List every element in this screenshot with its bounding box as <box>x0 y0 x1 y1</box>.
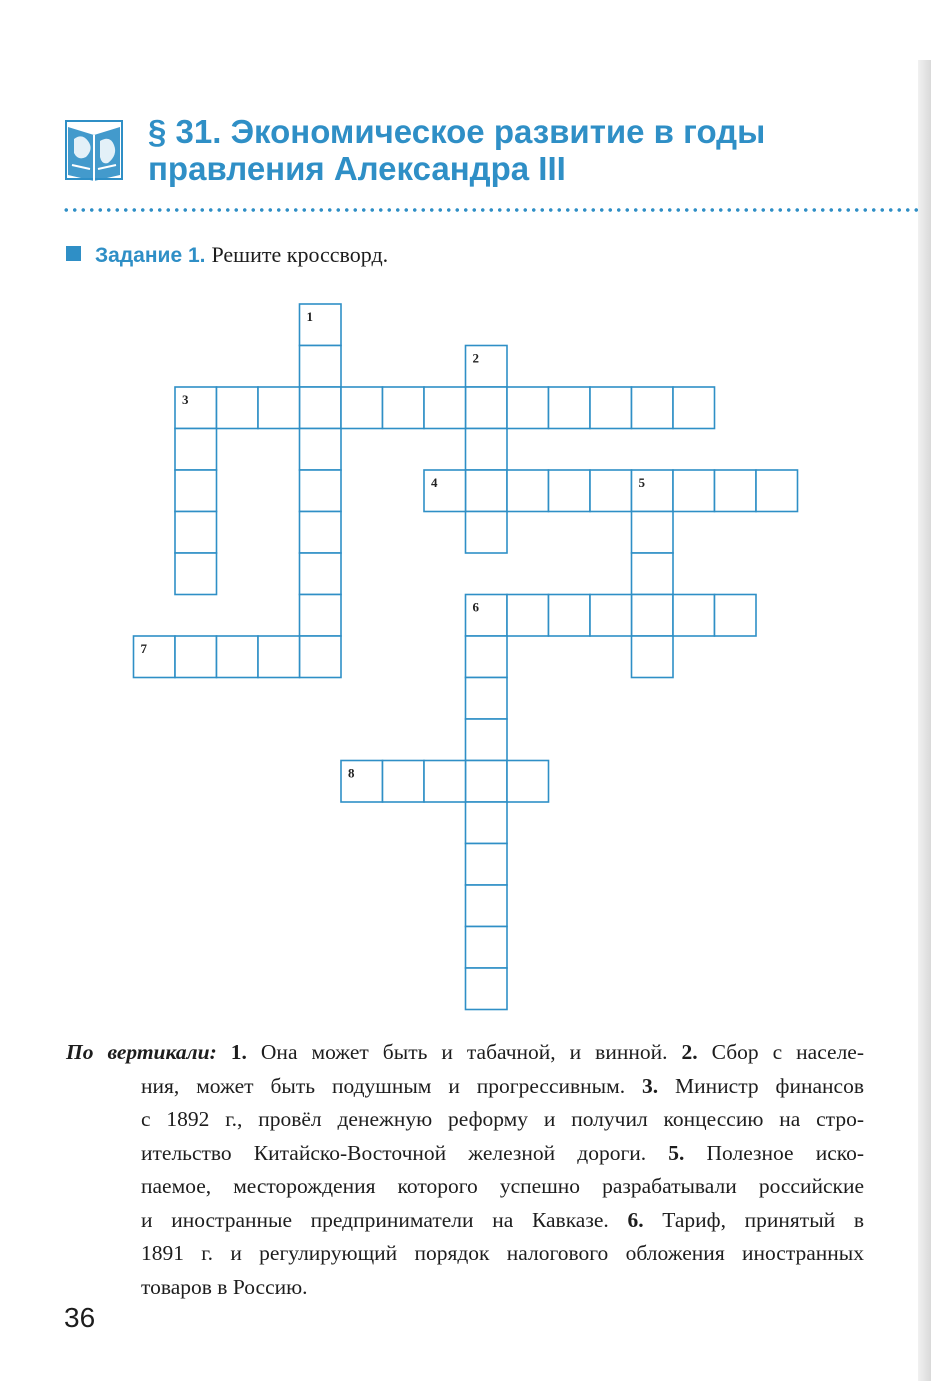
clue-line-6 <box>66 1204 864 1238</box>
clue-2-number: 2. <box>681 1040 698 1064</box>
crossword-cell[interactable] <box>300 387 342 429</box>
clue-line-5 <box>66 1170 864 1204</box>
crossword-cell[interactable] <box>466 844 508 886</box>
crossword-cell[interactable] <box>466 719 508 761</box>
crossword-cell[interactable] <box>507 595 549 637</box>
crossword-cell[interactable] <box>300 470 342 512</box>
crossword-cell[interactable] <box>632 636 674 678</box>
crossword-cell[interactable] <box>424 761 466 803</box>
crossword-cell[interactable] <box>466 678 508 720</box>
clue-line-1 <box>66 1036 864 1070</box>
crossword-cell[interactable] <box>300 636 342 678</box>
crossword-cell[interactable] <box>466 927 508 969</box>
crossword-cell[interactable] <box>507 387 549 429</box>
clue-5-number: 5. <box>668 1140 685 1165</box>
crossword-cell[interactable] <box>300 346 342 388</box>
crossword-cell[interactable] <box>175 636 217 678</box>
section-title-line-1: § 31. Экономическое развитие в годы <box>148 113 766 150</box>
crossword-cell[interactable] <box>424 387 466 429</box>
clue-6-text-c: товаров в Россию. <box>141 1274 308 1299</box>
clue-line-8 <box>66 1271 864 1305</box>
crossword-number-8: 8 <box>348 765 355 781</box>
crossword-cell[interactable] <box>341 387 383 429</box>
crossword-number-3: 3 <box>182 392 189 407</box>
clue-3-text-c: ительство Китайско-Восточной железной дороги. <box>141 1140 647 1165</box>
clue-line-2 <box>66 1070 864 1104</box>
crossword-number-6: 6 <box>472 599 479 615</box>
crossword-number-7: 7 <box>140 641 147 656</box>
crossword-cell[interactable] <box>383 761 425 803</box>
crossword-cell[interactable] <box>715 595 757 637</box>
crossword-number-1: 1 <box>306 309 313 324</box>
crossword-cell[interactable] <box>590 387 632 429</box>
crossword-cell[interactable] <box>632 553 674 595</box>
crossword-cell[interactable] <box>632 387 674 429</box>
section-title-line-2: правления Александра III <box>148 150 566 187</box>
clue-6-number: 6. <box>627 1207 644 1232</box>
crossword-cell[interactable] <box>466 636 508 678</box>
crossword-cell[interactable] <box>466 470 508 512</box>
task-label: Задание 1. <box>95 244 206 267</box>
clue-5-text-b: паемое, месторождения которого успешно разрабатывали российские <box>141 1174 864 1198</box>
crossword-cell[interactable] <box>175 512 217 554</box>
crossword-cell[interactable] <box>632 512 674 554</box>
crossword-cell[interactable] <box>466 512 508 554</box>
crossword-cell[interactable] <box>300 429 342 471</box>
crossword-cell[interactable] <box>549 470 591 512</box>
crossword-cell[interactable] <box>175 553 217 595</box>
clues-heading: По вертикали: <box>66 1040 217 1064</box>
crossword-cell[interactable] <box>175 429 217 471</box>
crossword-cell[interactable] <box>300 595 342 637</box>
page-number: 36 <box>64 1302 96 1333</box>
clue-6-text-a: Тариф, принятый в <box>662 1207 864 1232</box>
crossword-cell[interactable] <box>507 470 549 512</box>
crossword-cell[interactable] <box>756 470 798 512</box>
crossword-cell[interactable] <box>673 470 715 512</box>
crossword-cell[interactable] <box>300 553 342 595</box>
clue-5-text-a: Полезное иско- <box>706 1140 865 1165</box>
crossword-cell[interactable] <box>466 802 508 844</box>
crossword-cell[interactable] <box>300 512 342 554</box>
crossword-cell[interactable] <box>590 595 632 637</box>
clue-3-number: 3. <box>642 1073 659 1098</box>
clue-1-number: 1. <box>230 1040 247 1064</box>
crossword-cell[interactable] <box>673 387 715 429</box>
clue-3-text-b: с 1892 г., провёл денежную реформу и получил концессию на стро- <box>141 1107 864 1131</box>
clue-line-7 <box>66 1237 864 1271</box>
task-instruction: Решите кроссворд. <box>211 242 389 267</box>
clue-1-text: Она может быть и табачной, и винной. <box>260 1040 668 1064</box>
crossword-cell[interactable] <box>673 595 715 637</box>
crossword-cell[interactable] <box>549 595 591 637</box>
crossword-number-4: 4 <box>431 475 438 490</box>
crossword-cell[interactable] <box>175 470 217 512</box>
crossword-number-2: 2 <box>472 350 479 366</box>
crossword-number-5: 5 <box>638 475 645 490</box>
crossword-cell[interactable] <box>507 761 549 803</box>
clue-2-text-b: ния, может быть подушным и прогрессивным. <box>141 1073 626 1098</box>
crossword-cell[interactable] <box>217 387 259 429</box>
clue-5-text-c: и иностранные предприниматели на Кавказе. <box>141 1207 609 1232</box>
crossword-cell[interactable] <box>590 470 632 512</box>
crossword-cell[interactable] <box>466 968 508 1010</box>
crossword-cell[interactable] <box>258 387 300 429</box>
clues-block <box>66 1036 864 1304</box>
crossword-cell[interactable] <box>632 595 674 637</box>
clue-6-text-b: 1891 г. и регулирующий порядок налогового обложения иностранных <box>141 1241 864 1265</box>
crossword-cell[interactable] <box>466 885 508 927</box>
clue-line-4 <box>66 1137 864 1171</box>
crossword-cell[interactable] <box>466 387 508 429</box>
clue-3-text-a: Министр финансов <box>675 1073 864 1098</box>
clue-line-3 <box>66 1103 864 1137</box>
crossword-cell[interactable] <box>549 387 591 429</box>
crossword-cell[interactable] <box>258 636 300 678</box>
crossword-cell[interactable] <box>217 636 259 678</box>
clue-2-text-a: Сбор с населе- <box>711 1040 865 1064</box>
crossword-cell[interactable] <box>466 429 508 471</box>
crossword-cell[interactable] <box>383 387 425 429</box>
crossword-cell[interactable] <box>466 761 508 803</box>
crossword-cell[interactable] <box>715 470 757 512</box>
